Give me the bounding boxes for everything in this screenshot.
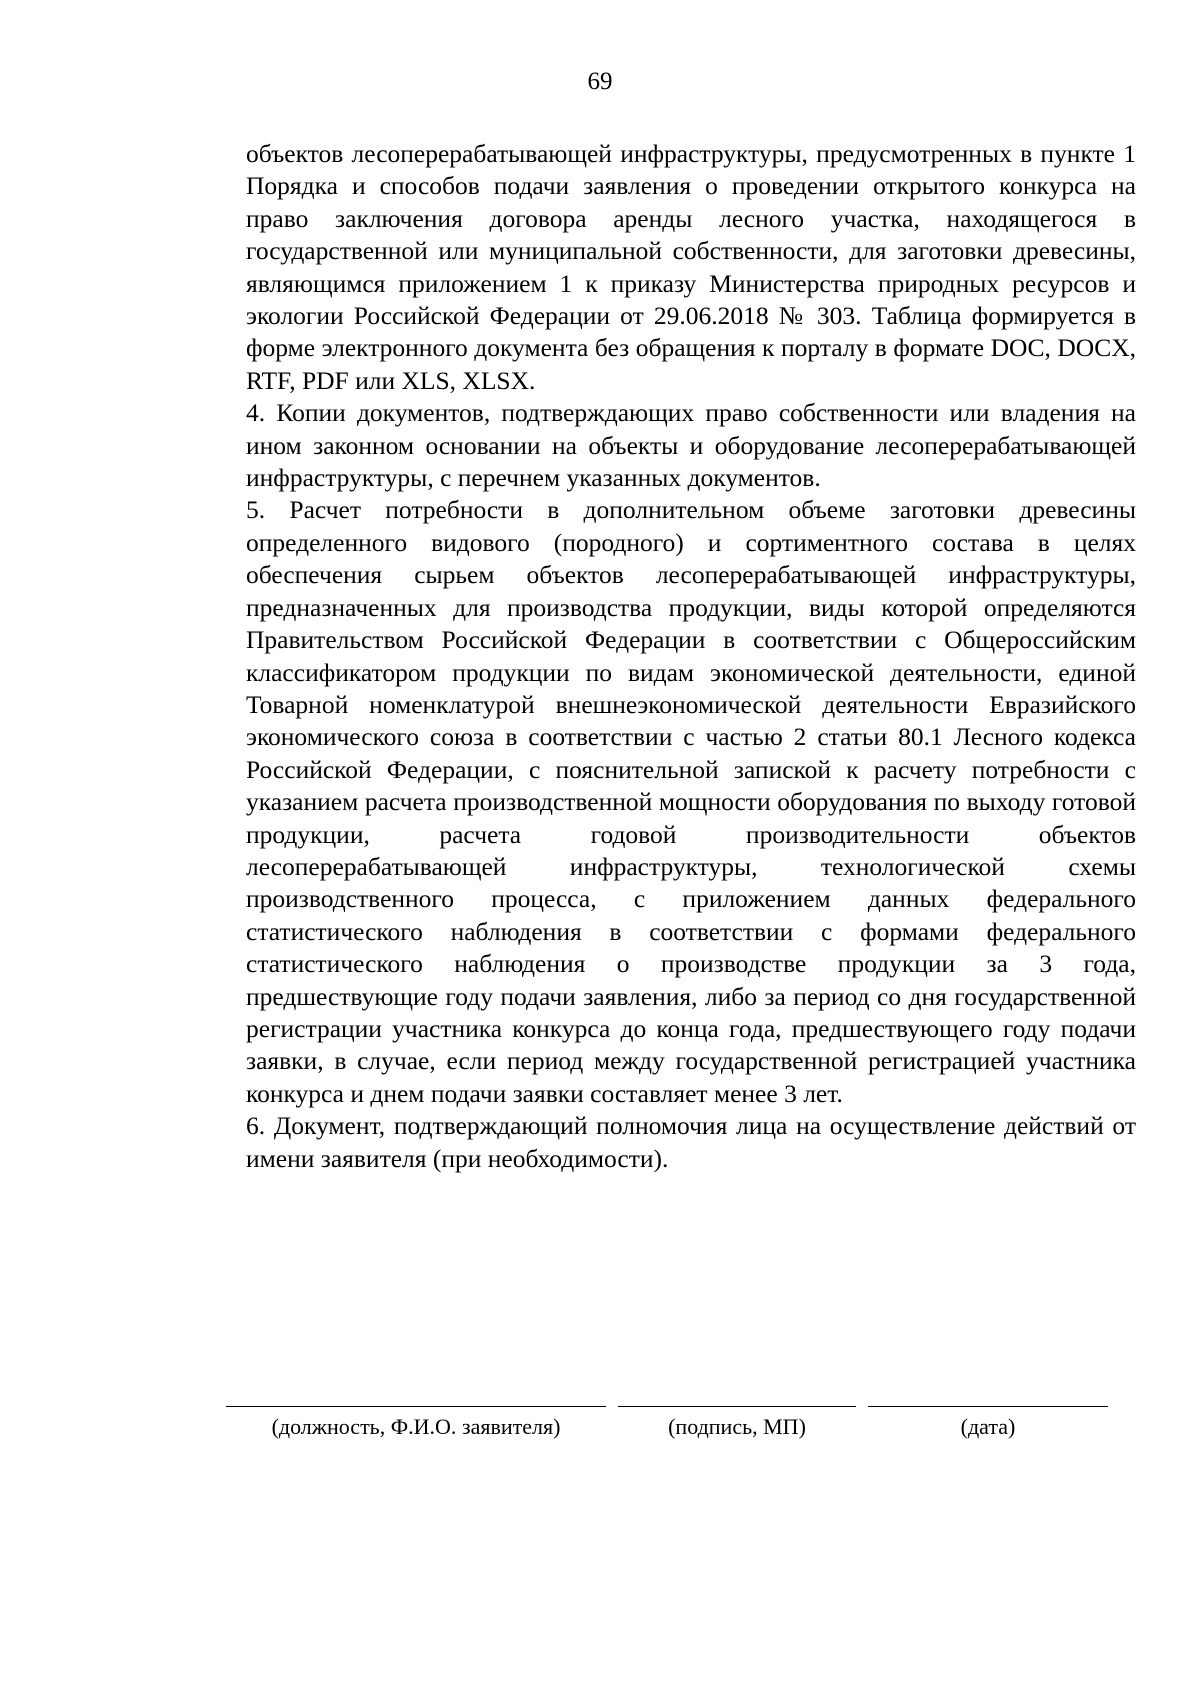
paragraph-item-4: 4. Копии документов, подтверждающих право собственности или владения на ином законном основании на объекты и оборудование лесоперерабатывающей инфраструктуры, с перечнем указанных документов. <box>246 398 1136 493</box>
date-caption: (дата) <box>960 1414 1016 1439</box>
position-field <box>226 1406 606 1441</box>
signature-caption: (подпись, МП) <box>668 1414 806 1439</box>
date-field <box>868 1406 1108 1441</box>
document-body <box>246 138 1136 1175</box>
paragraph-continuation: объектов лесоперерабатывающей инфраструктуры, предусмотренных в пункте 1 Порядка и способов подачи заявления о проведении открытого конкурса на право заключения договора аренды лесного участка, находящегося в государственной или муниципальной собственности, для заготовки древесины, являющимся приложением 1 к приказу Министерства природных ресурсов и экологии Российской Федерации от 29.06.2018 № 303. Таблица формируется в форме электронного документа без обращения к порталу в формате DOC, DOCX, RTF, PDF или XLS, XLSX. <box>246 139 1136 395</box>
signature-block <box>226 1406 1146 1466</box>
signature-line <box>618 1406 856 1407</box>
position-caption: (должность, Ф.И.О. заявителя) <box>271 1414 561 1439</box>
date-line <box>868 1406 1108 1407</box>
position-line <box>226 1406 606 1407</box>
signature-field <box>618 1406 856 1441</box>
page-number: 69 <box>587 68 613 95</box>
paragraph-item-5: 5. Расчет потребности в дополнительном объеме заготовки древесины определенного видового (породного) и сортиментного состава в целях обеспечения сырьем объектов лесоперерабатывающей инфраструктуры, предназначенных для производства продукции, виды которой определяются Правительством Российской Федерации в соответствии с Общероссийским классификатором продукции по видам экономической деятельности, единой Товарной номенклатурой внешнеэкономической деятельности Евразийского экономического союза в соответствии с частью 2 статьи 80.1 Лесного кодекса Российской Федерации, с пояснительной запиской к расчету потребности с указанием расчета производственной мощности оборудования по выходу готовой продукции, расчета годовой производительности объектов лесоперерабатывающей инфраструктуры, технологической схемы производственного процесса, с приложением данных федерального статистического наблюдения в соответствии с формами федерального статистического наблюдения о производстве продукции за 3 года, предшествующие году подачи заявления, либо за период со дня государственной регистрации участника конкурса до конца года, предшествующего году подачи заявки, в случае, если период между государственной регистрацией участника конкурса и днем подачи заявки составляет менее 3 лет. <box>246 495 1136 1108</box>
paragraph-item-6: 6. Документ, подтверждающий полномочия лица на осуществление действий от имени заявителя (при необходимости). <box>246 1111 1136 1173</box>
